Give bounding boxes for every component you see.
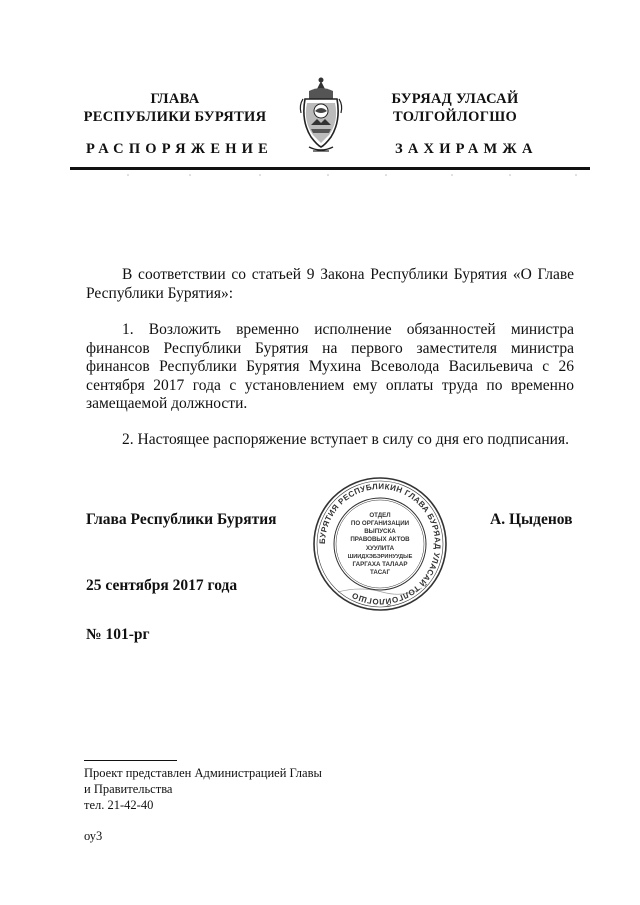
header-right-subtitle: ТОЛГОЙЛОГШО (392, 109, 518, 125)
stamp-line: ПРАВОВЫХ АКТОВ (350, 536, 410, 543)
signatory-name: А. Цыденов (490, 511, 573, 528)
stamp-line: ОТДЕЛ (369, 512, 391, 519)
doctype-left: РАСПОРЯЖЕНИЕ (86, 141, 274, 157)
clause-1-paragraph: 1. Возложить временно исполнение обязанностей министра финансов Республики Бурятия на первого заместителя министра финансов Республики Бурятия Мухина Всеволода Васильевича с 26 сентября 2017 года с установлением ему оплаты труда по временно замещаемой должности. (86, 321, 574, 413)
stamp-line: ПО ОРГАНИЗАЦИИ (350, 520, 410, 527)
coat-of-arms-icon (295, 75, 347, 155)
stamp-line: ШИИДХЭБЭРИНУУДЫЕ (347, 554, 413, 560)
signature-position: Глава Республики Бурятия (86, 511, 277, 528)
header-left-subtitle: РЕСПУБЛИКИ БУРЯТИЯ (83, 109, 267, 125)
preamble-paragraph: В соответствии со статьей 9 Закона Республики Бурятия «О Главе Республики Бурятия»: (86, 266, 574, 302)
stamp-line: ХУУЛИТА (365, 545, 395, 552)
header-left (80, 90, 270, 126)
footnote-divider (84, 760, 177, 761)
stamp-line: ГАРГАХА ТАЛААР (352, 561, 408, 568)
doctype-right: ЗАХИРАМЖА (395, 141, 538, 157)
footnote-line: и Правительства (84, 781, 173, 796)
footnote (84, 766, 322, 813)
clause-2-paragraph: 2. Настоящее распоряжение вступает в силу со дня его подписания. (122, 431, 569, 448)
executor-code: оу3 (84, 829, 103, 843)
document-number: № 101-рг (86, 626, 150, 643)
stamp-outer-text: БУРЯТИЯ РЕСПУБЛИКИН ГЛАВА БУРЯАД УЛАСАЙ ТОЛГОЙЛОГШО (317, 481, 443, 607)
header-right (370, 90, 540, 126)
stamp-line: ВЫПУСКА (364, 528, 396, 535)
header-rule (70, 167, 590, 170)
header-left-title: ГЛАВА (150, 91, 200, 107)
footnote-line: Проект представлен Администрацией Главы (84, 766, 322, 780)
header-right-title: БУРЯАД УЛАСАЙ (391, 91, 519, 107)
header-dotted-rule (70, 172, 590, 178)
footnote-phone: тел. 21-42-40 (84, 797, 154, 812)
document-date: 25 сентября 2017 года (86, 577, 238, 594)
stamp-line: ТАСАГ (370, 569, 390, 576)
svg-text:БУРЯТИЯ РЕСПУБЛИКИН ГЛАВА БУРЯ (318, 482, 442, 606)
official-stamp-icon (310, 474, 450, 614)
